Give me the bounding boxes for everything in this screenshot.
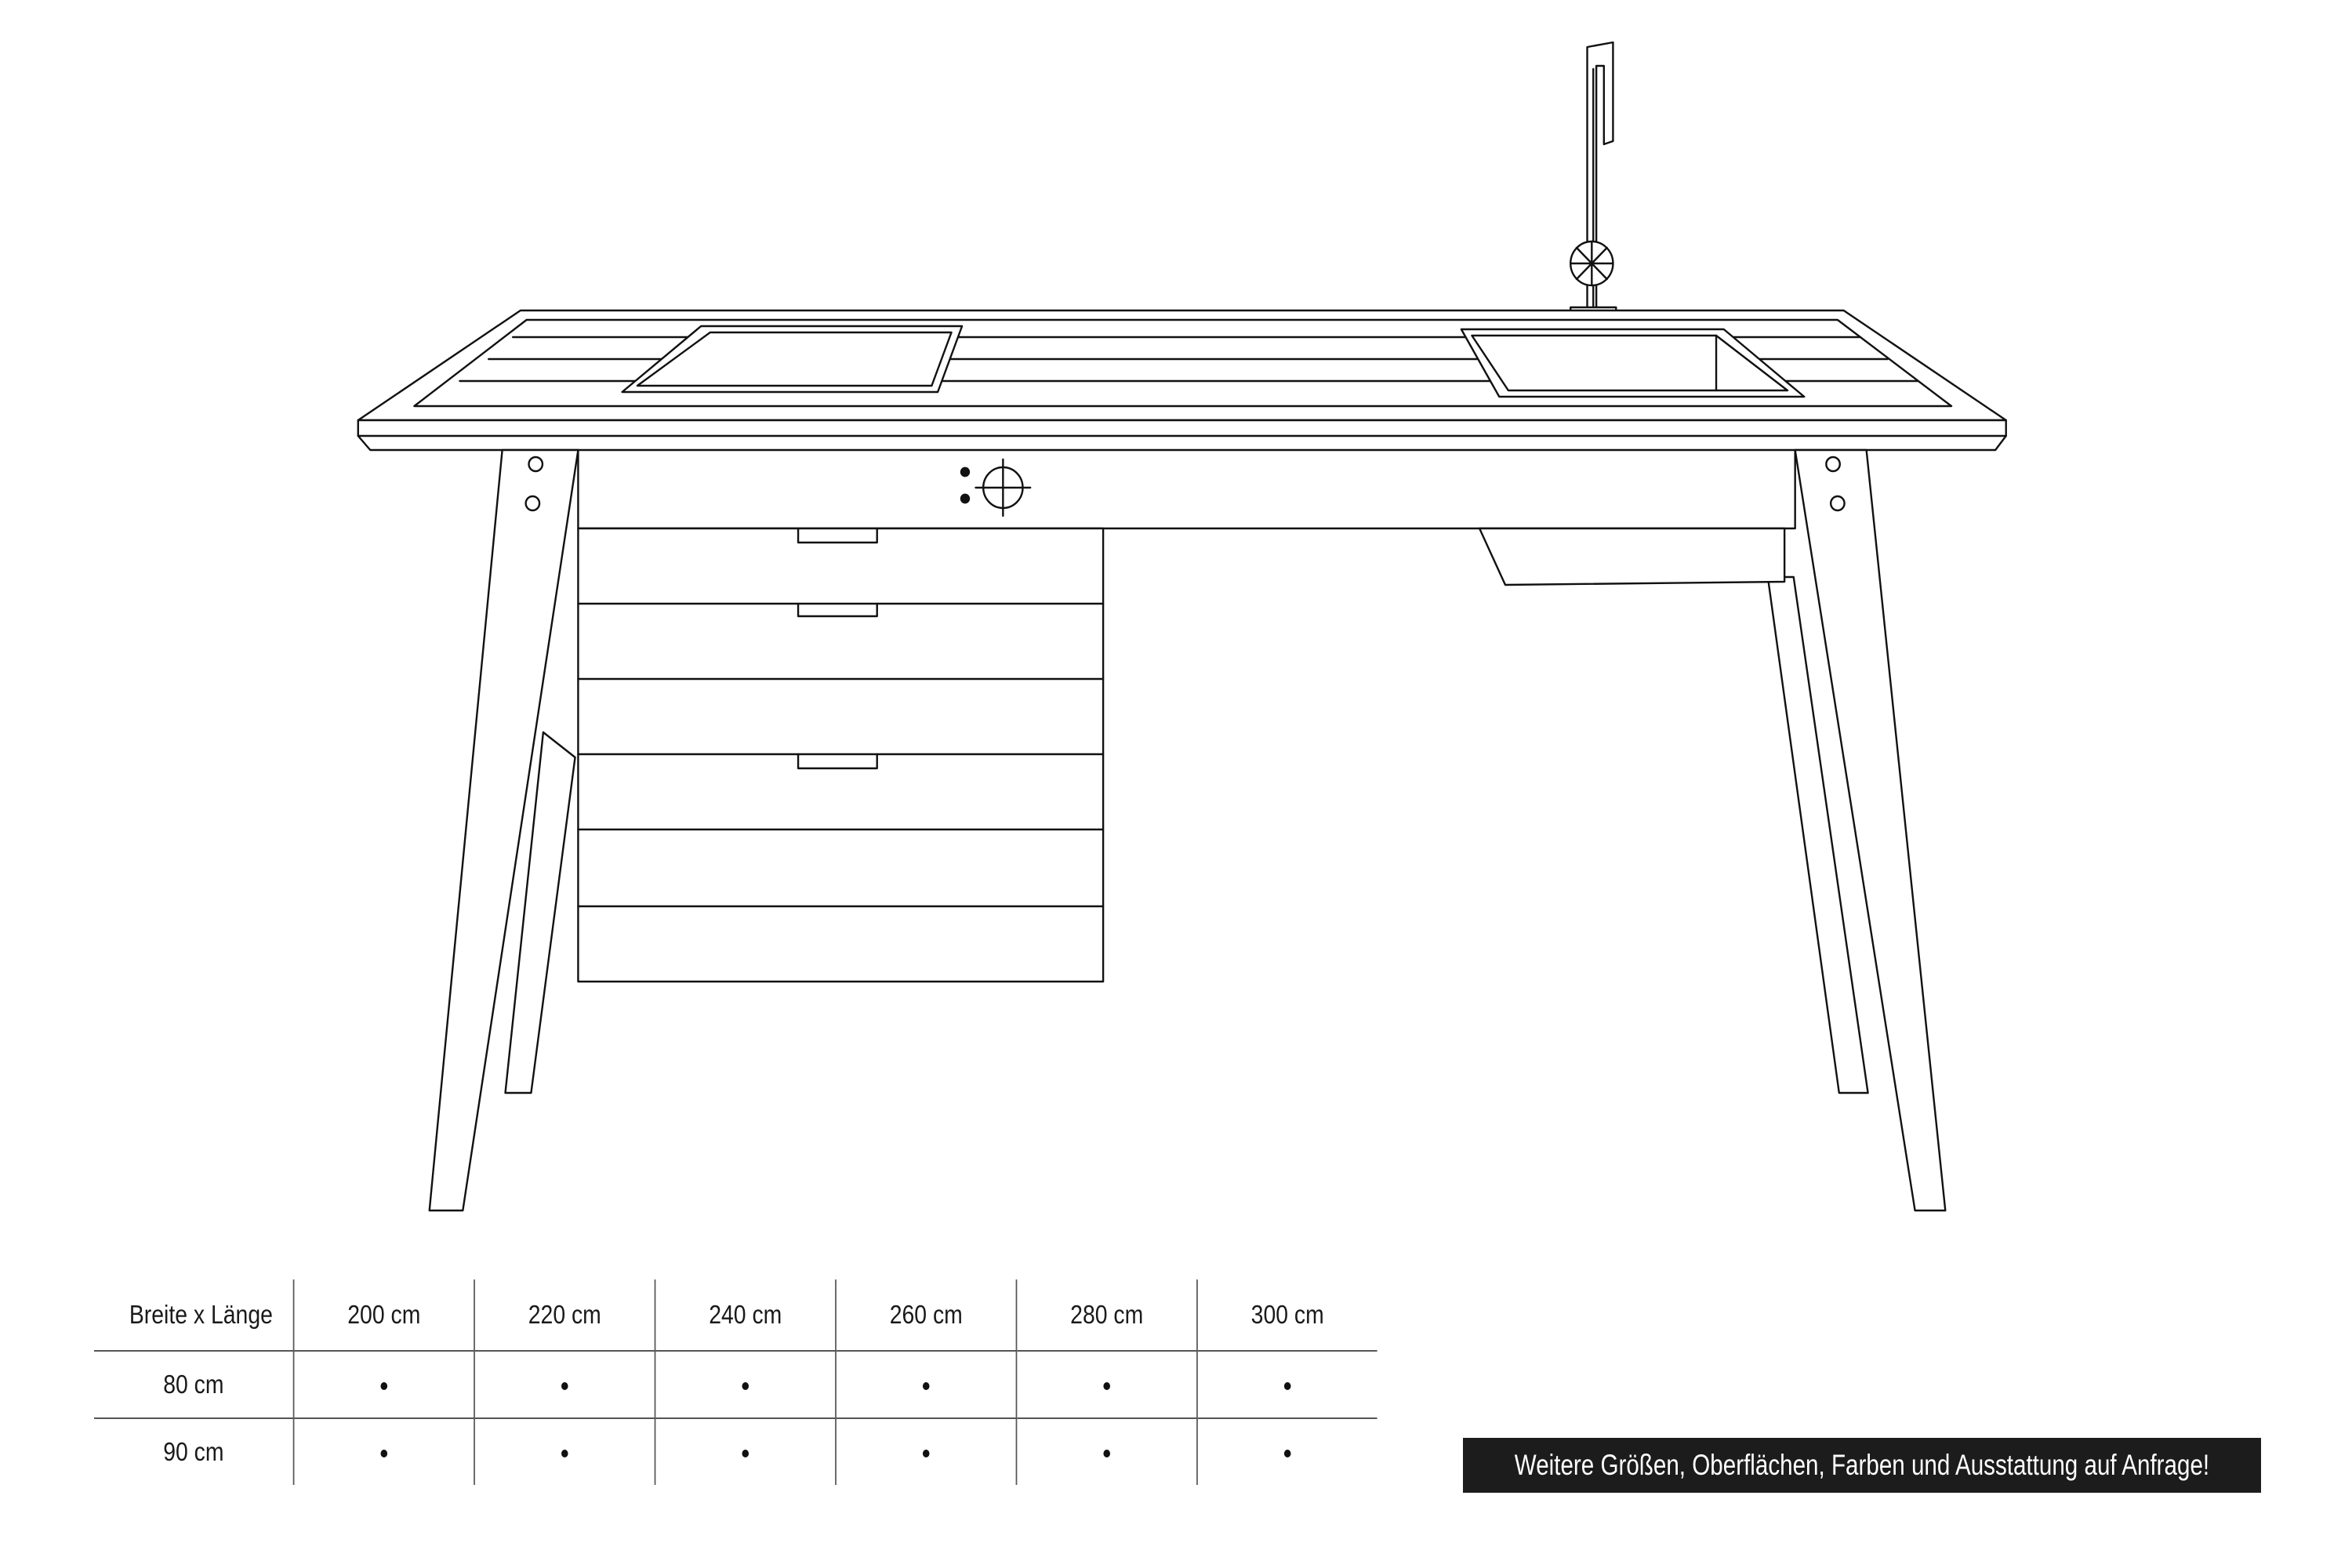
notice-banner bbox=[1463, 1438, 2261, 1493]
availability-cell bbox=[474, 1351, 655, 1418]
length-header: 240 cm bbox=[655, 1279, 836, 1351]
availability-dot bbox=[561, 1382, 568, 1390]
sink-bowl-underside bbox=[1479, 528, 1784, 585]
corner-label: Breite x Länge bbox=[94, 1279, 294, 1351]
availability-cell bbox=[1016, 1418, 1196, 1485]
availability-dot bbox=[1284, 1450, 1291, 1457]
width-label: 80 cm bbox=[94, 1351, 294, 1418]
drawer-unit bbox=[578, 528, 1103, 982]
availability-dot bbox=[1103, 1450, 1110, 1457]
left-leg bbox=[430, 450, 579, 1210]
length-header: 200 cm bbox=[294, 1279, 474, 1351]
availability-cell bbox=[294, 1418, 474, 1485]
availability-cell bbox=[1197, 1351, 1377, 1418]
faucet bbox=[1570, 42, 1616, 317]
availability-dot bbox=[381, 1382, 388, 1390]
availability-cell bbox=[655, 1351, 836, 1418]
availability-dot bbox=[1284, 1382, 1291, 1390]
gas-control-knob bbox=[960, 459, 1030, 516]
length-header: 260 cm bbox=[836, 1279, 1016, 1351]
availability-cell bbox=[836, 1351, 1016, 1418]
availability-cell bbox=[836, 1418, 1016, 1485]
availability-dot bbox=[381, 1450, 388, 1457]
availability-dot bbox=[561, 1450, 568, 1457]
availability-dot bbox=[1103, 1382, 1110, 1390]
availability-cell bbox=[294, 1351, 474, 1418]
table-row bbox=[94, 1351, 1377, 1418]
availability-cell bbox=[1016, 1351, 1196, 1418]
availability-dot bbox=[923, 1382, 930, 1390]
size-availability-table bbox=[94, 1279, 1377, 1485]
right-leg bbox=[1768, 450, 1945, 1210]
table-row bbox=[94, 1418, 1377, 1485]
apron bbox=[578, 450, 1795, 528]
length-header: 300 cm bbox=[1197, 1279, 1377, 1351]
availability-cell bbox=[474, 1418, 655, 1485]
availability-dot bbox=[742, 1450, 749, 1457]
availability-cell bbox=[655, 1418, 836, 1485]
availability-cell bbox=[1197, 1418, 1377, 1485]
length-header: 280 cm bbox=[1016, 1279, 1196, 1351]
notice-text: Weitere Größen, Oberflächen, Farben und Ausstattung auf Anfrage! bbox=[1514, 1449, 2210, 1481]
length-header: 220 cm bbox=[474, 1279, 655, 1351]
width-label: 90 cm bbox=[163, 1437, 224, 1466]
availability-dot bbox=[923, 1450, 930, 1457]
availability-dot bbox=[742, 1382, 749, 1390]
table-header-row bbox=[94, 1279, 1377, 1351]
